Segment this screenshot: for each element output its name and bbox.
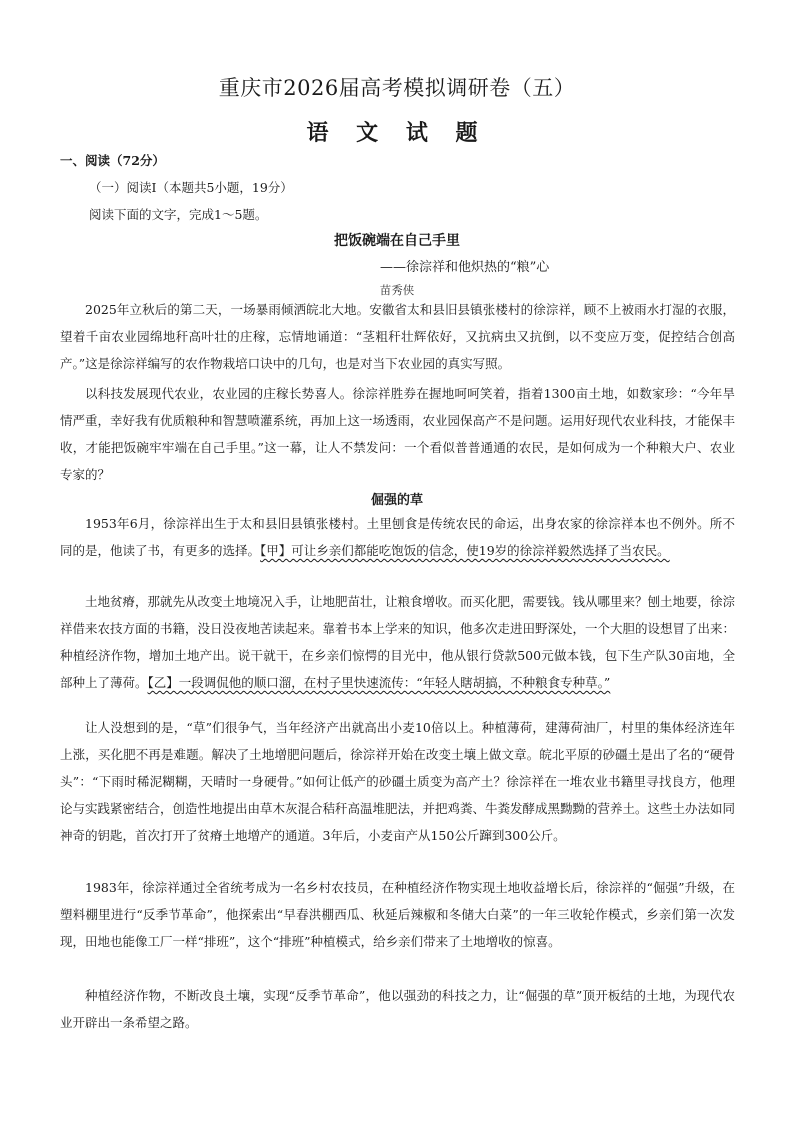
paragraph-2: 以科技发展现代农业，农业园的庄稼长势喜人。徐淙祥胜券在握地呵呵笑着，指着1300亩土地，如数家珍：“今年旱情严重，幸好我有优质粮种和智慧喷灌系统，再加上这一场透雨，农业园保高产不是问题。运用好现代农业科技，才能保丰收，才能把饭碗牢牢端在自己手里。”这一幕，让人不禁发问：一个看似普普通通的农民，是如何成为一个种粮大户、农业专家的？: [60, 386, 736, 482]
paragraph-4-text: 土地贫瘠，那就先从改变土地境况入手，让地肥苗壮，让粮食增收。而买化肥，需要钱。钱从哪里来？刨土地要，徐淙祥借来农技方面的书籍，没日没夜地苦读起来。靠着书本上学来的知识，他多次走进田野深处，一个大胆的设想冒了出来：种植经济作物，增加土地产出。说干就干，在乡亲们惊愕的目光中，他从银行贷款500元做本钱，包下生产队30亩地，全部种上了薄荷。: [60, 594, 736, 690]
paragraph-7: 种植经济作物，不断改良土壤，实现“反季节革命”，他以强劲的科技之力，让“倔强的草”顶开板结的土地，为现代农业开辟出一条希望之路。: [60, 988, 735, 1030]
article-author: 苗秀侠: [379, 283, 415, 297]
article-subtitle: ——徐淙祥和他炽热的“粮”心: [380, 260, 550, 275]
paragraph-4: [60, 588, 735, 696]
subject-title: 语 文 试 题: [306, 120, 488, 146]
sub-section-label: （一）阅读Ⅰ（本题共5小题，19分）: [89, 180, 293, 195]
paragraph-1: 2025年立秋后的第二天，一场暴雨倾洒皖北大地。安徽省太和县旧县镇张楼村的徐淙祥，顾不上被雨水打湿的衣服，望着千亩农业园绵地秆高叶壮的庄稼，忘情地诵道：“茎粗秆壮辉依好，又抗病虫又抗倒，以不变应万变，促控结合创高产。”这是徐淙祥编写的农作物栽培口诀中的几句，也是对当下农业园的真实写照。: [60, 302, 735, 371]
section-label: 一、阅读（72分）: [60, 153, 165, 168]
paragraph-6: 1983年，徐淙祥通过全省统考成为一名乡村农技员，在种植经济作物实现土地收益增长后，徐淙祥的“倔强”升级，在塑料棚里进行“反季节革命”，他探索出“早春洪棚西瓜、秋延后辣椒和冬储大白菜”的一年三收轮作模式，乡亲们第一次发现，田地也能像工厂一样“排班”，这个“排班”种植模式，给乡亲们带来了土地增收的惊喜。: [60, 880, 735, 949]
paragraph-5: 让人没想到的是，“草”们很争气，当年经济产出就高出小麦10倍以上。种植薄荷，建薄荷油厂，村里的集体经济连年上涨，买化肥不再是难题。解决了土地增肥问题后，徐淙祥开始在改变土壤上做文章。皖北平原的砂礓土是出了名的“硬骨头”：“下雨时稀泥糊糊，天晴时一身硬骨。”如何让低产的砂礓土质变为高产土？徐淙祥在一堆农业书籍里寻找良方，他理论与实践紧密结合，创造性地提出由草木灰混合秸秆高温堆肥法，并把鸡粪、牛粪发酵成黑黝黝的营养土。这些土办法如同神奇的钥匙，首次打开了贫瘠土地增产的通道。3年后，小麦亩产从150公斤蹿到300公斤。: [60, 720, 736, 843]
marked-sentence-jia: 【甲】可让乡亲们都能吃饱饭的信念，使19岁的徐淙祥毅然选择了当农民。: [260, 543, 670, 558]
paragraph-3-text: 1953年6月，徐淙祥出生于太和县旧县镇张楼村。土里刨食是传统农民的命运，出身农家的徐淙祥本也不例外。所不同的是，他读了书，有更多的选择。: [60, 516, 735, 558]
article-title: 把饭碗端在自己手里: [334, 233, 460, 249]
instruction-text: 阅读下面的文字，完成1～5题。: [89, 207, 268, 222]
marked-sentence-yi: 【乙】一段调侃他的顺口溜，在村子里快速流传：“年轻人瞎胡搞，不种粮食专种草。”: [147, 675, 611, 690]
section-heading: 倔强的草: [370, 493, 423, 508]
exam-title: 重庆市2026届高考模拟调研卷（五）: [218, 76, 576, 100]
paragraph-3: [60, 510, 735, 564]
